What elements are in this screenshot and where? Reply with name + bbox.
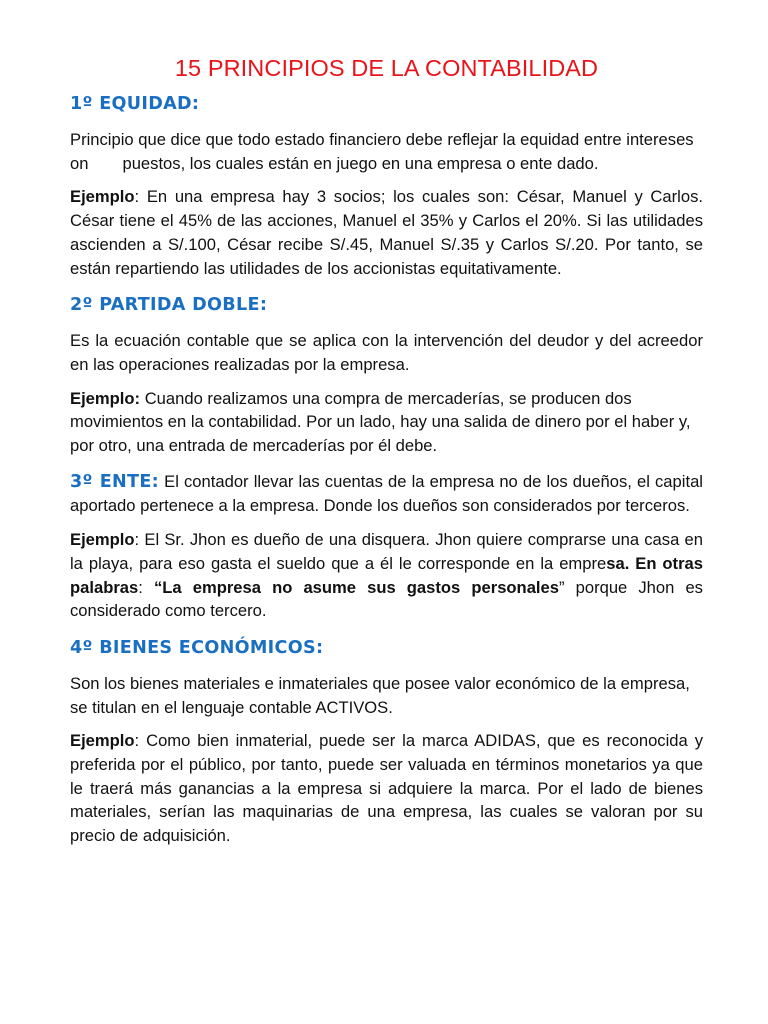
section-example [70, 387, 703, 458]
example-text-end: ” porque Jhon es considerado como tercero. [70, 577, 703, 621]
section-heading: 2º PARTIDA DOBLE: [70, 295, 268, 316]
description-text-part2: puestos, los cuales están en juego en una empresa o ente dado. [122, 153, 599, 173]
section-heading: 3º ENTE: [70, 471, 159, 492]
example-label: Ejemplo [70, 731, 135, 751]
section-equidad [70, 91, 703, 280]
section-partida-doble [70, 292, 703, 458]
document-title: 15 PRINCIPIOS DE LA CONTABILIDAD [174, 55, 599, 81]
description-text-part1: Principio que dice que todo estado financiero debe reflejar la equidad entre intereses on [70, 130, 694, 173]
example-text: : En una empresa hay 3 socios; los cuales son: César, Manuel y Carlos. César tiene el 45% de las acciones, Manuel el 35% y Carlos el 20%. Si las utilidades ascienden a S/.100, César recibe S/.45, Manuel S/.35 y Carlos S/.20. Por tanto, se están repartiendo las utilidades de los accionistas equitativamente. [70, 187, 703, 278]
section-description: Son los bienes materiales e inmateriales que posee valor económico de la empresa, se titulan en el lenguaje contable ACTIVOS. [70, 673, 690, 717]
example-quote: “La empresa no asume sus gastos personales [153, 577, 559, 597]
section-description: Es la ecuación contable que se aplica con la intervención del deudor y del acreedor en las operaciones realizadas por la empresa. [70, 331, 703, 374]
section-description [70, 470, 703, 518]
example-bold-text: sa. En otras palabras [70, 553, 703, 597]
document-page [70, 52, 703, 860]
section-example [70, 729, 703, 848]
example-text: Cuando realizamos una compra de mercaderías, se producen dos movimientos en la contabilidad. Por un lado, hay una salida de dinero por el haber y, por otro, una entrada de mercaderías por él debe. [70, 388, 691, 456]
section-example [70, 185, 703, 280]
section-heading: 1º EQUIDAD: [70, 94, 200, 114]
section-example [70, 528, 703, 623]
example-label: Ejemplo: [70, 388, 141, 408]
example-text: : Como bien inmaterial, puede ser la marca ADIDAS, que es reconocida y preferida por el público, por tanto, puede ser valuada en términos monetarios ya que le traerá más ganancias a la empresa si adquiere la marca. Por el lado de bienes materiales, serían las maquinarias de una empresa, las cuales se valoran por su precio de adquisición. [70, 731, 703, 846]
description-text: El contador llevar las cuentas de la empresa no de los dueños, el capital aportado pertenece a la empresa. Donde los dueños son considerados por terceros. [70, 471, 703, 516]
section-heading: 4º BIENES ECONÓMICOS: [70, 637, 324, 658]
section-bienes-economicos [70, 635, 703, 848]
example-label: Ejemplo [70, 187, 135, 207]
section-ente [70, 470, 703, 623]
example-label: Ejemplo [70, 530, 135, 550]
example-text: : El Sr. Jhon es dueño de una disquera. Jhon quiere comprarse una casa en la playa, para eso gasta el sueldo que a él le corresponde en la empre [70, 530, 703, 573]
example-colon: : [138, 577, 154, 597]
section-description [70, 128, 703, 175]
